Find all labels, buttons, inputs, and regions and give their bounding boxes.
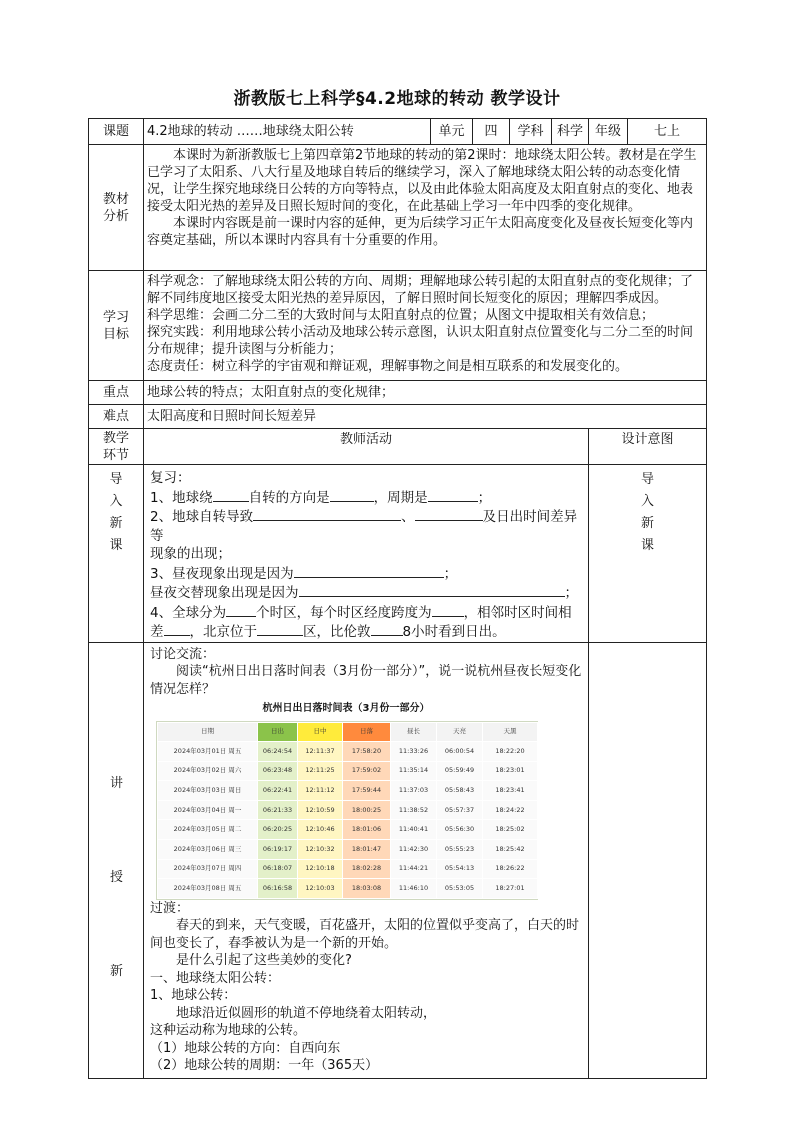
cell-sunrise: 06:19:17 bbox=[258, 840, 298, 860]
goal-line: 态度责任：树立科学的宇宙观和辩证观，理解事物之间是相互联系的和发展变化的。 bbox=[147, 359, 629, 374]
cell-dawn: 05:56:30 bbox=[437, 820, 483, 840]
cell-dawn: 05:57:37 bbox=[437, 800, 483, 820]
definition-line-2: 这种运动称为地球的公转。 bbox=[150, 1023, 307, 1039]
revolution-period: （2）地球公转的周期：一年（365天） bbox=[150, 1058, 379, 1074]
cell-dusk: 18:23:41 bbox=[483, 781, 538, 801]
goal-line: 科学观念：了解地球绕太阳公转的方向、周期；理解地球公转引起的太阳直射点的变化规律；了解不同纬度地区接受太阳光热的差异原因，了解日照时间长短变化的原因；理解四季成因。 bbox=[147, 274, 694, 306]
cell-noon: 12:10:59 bbox=[298, 800, 343, 820]
col-sunrise: 日出 bbox=[258, 722, 298, 742]
cell-sunrise: 06:22:41 bbox=[258, 781, 298, 801]
cell-daylength: 11:46:10 bbox=[391, 879, 437, 899]
intro-intent: 导 入 新 课 bbox=[589, 465, 707, 643]
goal-line: 科学思维：会画二分二至的大致时间与太阳直射点的位置；从图文中提取相关有效信息； bbox=[147, 308, 655, 323]
topic-label: 课题 bbox=[89, 119, 144, 145]
analysis-paragraph-2: 本课时内容既是前一课时内容的延伸，更为后续学习正午太阳高度变化及昼夜长短变化等内容奠定基础，所以本课时内容具有十分重要的作用。 bbox=[147, 216, 694, 248]
cell-dusk: 18:25:02 bbox=[483, 820, 538, 840]
review-q2-cont: 现象的出现； bbox=[150, 546, 231, 562]
analysis-content bbox=[144, 145, 707, 271]
cell-sunset: 18:01:06 bbox=[343, 820, 391, 840]
cell-noon: 12:11:12 bbox=[298, 781, 343, 801]
cell-sunrise: 06:24:54 bbox=[258, 742, 298, 762]
intro-content bbox=[144, 465, 589, 643]
goals-label: 学习 目标 bbox=[89, 271, 144, 381]
grade-label: 年级 bbox=[589, 119, 628, 145]
cell-sunrise: 06:21:33 bbox=[258, 800, 298, 820]
review-q2: 2、地球自转导致 、 及日出时间差异等 bbox=[150, 509, 578, 544]
design-intent-header: 设计意图 bbox=[589, 429, 707, 465]
cell-date: 2024年03月01日 周五 bbox=[158, 742, 258, 762]
sun-table-row bbox=[158, 840, 538, 860]
definition-line-1: 地球沿近似圆形的轨道不停地绕着太阳转动， bbox=[176, 1005, 437, 1021]
col-dusk: 天黑 bbox=[483, 722, 538, 742]
lesson-plan-table bbox=[88, 118, 707, 1079]
col-daylength: 昼长 bbox=[391, 722, 437, 742]
cell-daylength: 11:38:52 bbox=[391, 800, 437, 820]
analysis-label: 教材 分析 bbox=[89, 145, 144, 271]
cell-sunrise: 06:23:48 bbox=[258, 761, 298, 781]
transition-heading: 过渡： bbox=[150, 900, 190, 916]
cell-dawn: 06:00:54 bbox=[437, 742, 483, 762]
topic-value: 4.2地球的转动 ……地球绕太阳公转 bbox=[144, 119, 431, 145]
review-q3: 3、昼夜现象出现是因为 ； bbox=[150, 565, 458, 582]
sun-table-header bbox=[158, 722, 538, 742]
review-q1: 1、地球绕 自转的方向是 ，周期是 ； bbox=[150, 489, 492, 506]
cell-dawn: 05:59:49 bbox=[437, 761, 483, 781]
cell-date: 2024年03月02日 周六 bbox=[158, 761, 258, 781]
cell-noon: 12:11:37 bbox=[298, 742, 343, 762]
unit-value: 四 bbox=[473, 119, 510, 145]
transition-paragraph-1: 春天的到来，天气变暖，百花盛开，太阳的位置似乎变高了，白天的时间也变长了，春季被认为是一个新的开始。 bbox=[150, 918, 580, 951]
cell-dusk: 18:24:22 bbox=[483, 800, 538, 820]
subject-label: 学科 bbox=[510, 119, 552, 145]
sun-table-row bbox=[158, 800, 538, 820]
col-dawn: 天亮 bbox=[437, 722, 483, 742]
cell-daylength: 11:44:21 bbox=[391, 859, 437, 879]
cell-date: 2024年03月05日 周二 bbox=[158, 820, 258, 840]
cell-dusk: 18:27:01 bbox=[483, 879, 538, 899]
review-heading: 复习： bbox=[150, 470, 191, 486]
read-prompt: 阅读“杭州日出日落时间表（3月份一部分）”，说一说杭州昼夜长短变化情况怎样？ bbox=[150, 664, 582, 697]
teacher-activity-header: 教师活动 bbox=[144, 429, 589, 465]
subject-value: 科学 bbox=[552, 119, 589, 145]
cell-noon: 12:10:46 bbox=[298, 820, 343, 840]
difficulty-value: 太阳高度和日照时间长短差异 bbox=[144, 405, 707, 429]
cell-sunset: 18:00:25 bbox=[343, 800, 391, 820]
sun-table-frame bbox=[156, 721, 538, 900]
cell-date: 2024年03月04日 周一 bbox=[158, 800, 258, 820]
cell-sunrise: 06:18:07 bbox=[258, 859, 298, 879]
intro-stage-label: 导 入 新 课 bbox=[89, 465, 144, 643]
goals-content bbox=[144, 271, 707, 381]
cell-dawn: 05:54:13 bbox=[437, 859, 483, 879]
cell-date: 2024年03月08日 周五 bbox=[158, 879, 258, 899]
review-q4-cont: 差 ，北京位于 区，比伦敦 8小时看到日出。 bbox=[150, 624, 506, 640]
stage-header: 教学 环节 bbox=[89, 429, 144, 465]
lecture-intent bbox=[589, 642, 707, 1078]
sun-table bbox=[157, 722, 538, 899]
review-q3-cont: 昼夜交替现象出现是因为 ； bbox=[150, 585, 578, 601]
transition-paragraph-2: 是什么引起了这些美妙的变化? bbox=[176, 953, 352, 969]
analysis-paragraph-1: 本课时为新浙教版七上第四章第2节地球的转动的第2课时：地球绕太阳公转。教材是在学生已学习了太阳系、八大行星及地球自转后的继续学习，深入了解地球绕太阳公转的动态变化情况，让学生探究地球绕日公转的方向等特点，以及由此体验太阳高度及太阳直射点的变化、地表接受太阳光热的差异及日照长短时间的变化，在此基础上学习一年中四季的变化规律。 bbox=[147, 148, 697, 214]
cell-sunset: 17:59:02 bbox=[343, 761, 391, 781]
cell-dusk: 18:23:01 bbox=[483, 761, 538, 781]
cell-daylength: 11:42:30 bbox=[391, 840, 437, 860]
key-label: 重点 bbox=[89, 381, 144, 405]
cell-dawn: 05:55:23 bbox=[437, 840, 483, 860]
cell-sunset: 18:01:47 bbox=[343, 840, 391, 860]
revolution-direction: （1）地球公转的方向：自西向东 bbox=[150, 1040, 341, 1056]
cell-sunrise: 06:20:25 bbox=[258, 820, 298, 840]
cell-noon: 12:10:18 bbox=[298, 859, 343, 879]
sun-table-row bbox=[158, 859, 538, 879]
subsection-1-heading: 1、地球公转： bbox=[150, 988, 237, 1004]
sun-table-row bbox=[158, 781, 538, 801]
review-q4: 4、全球分为 个时区，每个时区经度跨度为 ，相邻时区时间相 bbox=[150, 604, 572, 621]
cell-dusk: 18:26:22 bbox=[483, 859, 538, 879]
cell-dusk: 18:22:20 bbox=[483, 742, 538, 762]
grade-value: 七上 bbox=[628, 119, 707, 145]
cell-sunrise: 06:16:58 bbox=[258, 879, 298, 899]
col-noon: 日中 bbox=[298, 722, 343, 742]
sun-table-row bbox=[158, 820, 538, 840]
cell-sunset: 17:58:20 bbox=[343, 742, 391, 762]
cell-dawn: 05:53:05 bbox=[437, 879, 483, 899]
cell-date: 2024年03月07日 周四 bbox=[158, 859, 258, 879]
cell-date: 2024年03月06日 周三 bbox=[158, 840, 258, 860]
cell-sunset: 17:59:44 bbox=[343, 781, 391, 801]
lecture-stage-label: 讲 授 新 bbox=[89, 642, 144, 1078]
col-sunset: 日落 bbox=[343, 722, 391, 742]
sun-table-row bbox=[158, 761, 538, 781]
col-date: 日期 bbox=[158, 722, 258, 742]
lecture-content bbox=[144, 642, 589, 1078]
key-value: 地球公转的特点；太阳直射点的变化规律； bbox=[144, 381, 707, 405]
cell-noon: 12:11:25 bbox=[298, 761, 343, 781]
cell-daylength: 11:37:03 bbox=[391, 781, 437, 801]
sun-table-row bbox=[158, 742, 538, 762]
cell-noon: 12:10:32 bbox=[298, 840, 343, 860]
cell-dusk: 18:25:42 bbox=[483, 840, 538, 860]
unit-label: 单元 bbox=[431, 119, 473, 145]
discuss-heading: 讨论交流： bbox=[150, 646, 216, 662]
goal-line: 探究实践：利用地球公转小活动及地球公转示意图，认识太阳直射点位置变化与二分二至的时间分布规律；提升读图与分析能力； bbox=[147, 325, 694, 357]
sun-table-title: 杭州日出日落时间表（3月份一部分） bbox=[262, 703, 430, 714]
cell-dawn: 05:58:43 bbox=[437, 781, 483, 801]
document-title: 浙教版七上科学§4.2地球的转动 教学设计 bbox=[233, 89, 561, 109]
cell-daylength: 11:35:14 bbox=[391, 761, 437, 781]
difficulty-label: 难点 bbox=[89, 405, 144, 429]
cell-date: 2024年03月03日 周日 bbox=[158, 781, 258, 801]
cell-noon: 12:10:03 bbox=[298, 879, 343, 899]
cell-sunset: 18:03:08 bbox=[343, 879, 391, 899]
section-1-heading: 一、地球绕太阳公转： bbox=[150, 970, 281, 986]
sun-table-row bbox=[158, 879, 538, 899]
cell-sunset: 18:02:28 bbox=[343, 859, 391, 879]
cell-daylength: 11:33:26 bbox=[391, 742, 437, 762]
cell-daylength: 11:40:41 bbox=[391, 820, 437, 840]
